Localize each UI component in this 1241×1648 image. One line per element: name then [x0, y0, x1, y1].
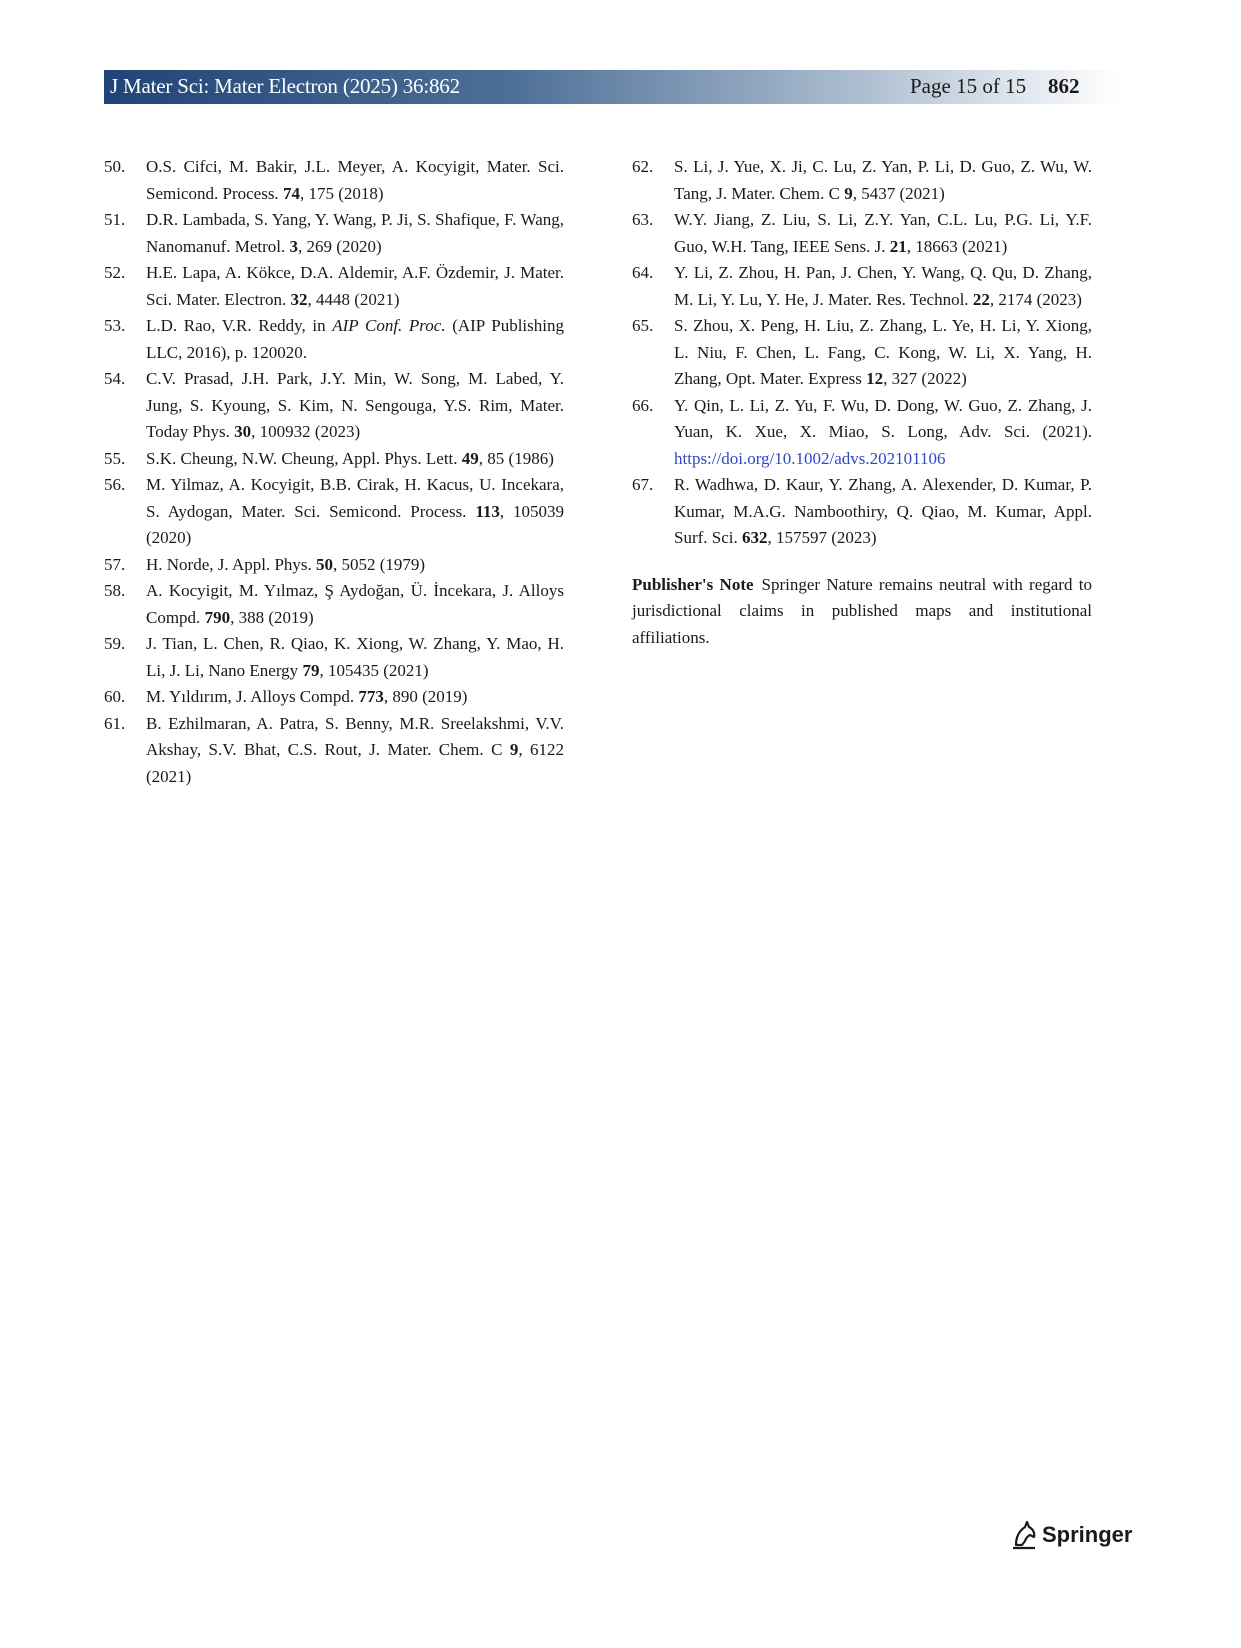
reference-volume: 74: [282, 183, 300, 203]
reference-number: 67.: [632, 475, 654, 494]
reference-segment: R. Wadhwa, D. Kaur, Y. Zhang, A. Alexender, D. Kumar, P. Kumar, M.A.G. Namboothiry, Q. Qiao, M. Kumar, Appl. Surf. Sci.: [674, 475, 1092, 547]
reference-item: [104, 472, 564, 552]
reference-segment: , 100932 (2023): [251, 422, 361, 441]
reference-text: [146, 687, 467, 706]
reference-item: [104, 154, 564, 207]
reference-segment: D.R. Lambada, S. Yang, Y. Wang, P. Ji, S. Shafique, F. Wang, Nanomanuf. Metrol.: [146, 210, 564, 256]
reference-text: [146, 263, 564, 309]
reference-segment: , 105435 (2021): [319, 660, 429, 680]
springer-horse-icon: [1010, 1519, 1038, 1551]
reference-segment: J. Tian, L. Chen, R. Qiao, K. Xiong, W. Zhang, Y. Mao, H. Li, J. Li, Nano Energy: [146, 634, 564, 680]
reference-number: 52.: [104, 263, 126, 282]
reference-text: [674, 157, 1092, 203]
reference-text: [146, 157, 564, 203]
reference-text: [146, 634, 564, 680]
springer-logo: [1010, 1518, 1132, 1552]
reference-segment: Y. Li, Z. Zhou, H. Pan, J. Chen, Y. Wang, Q. Qu, D. Zhang, M. Li, Y. Lu, Y. He, J. Mater. Res. Technol.: [674, 263, 1092, 309]
reference-volume: 3: [289, 236, 299, 256]
reference-segment: S. Li, J. Yue, X. Ji, C. Lu, Z. Yan, P. Li, D. Guo, Z. Wu, W. Tang, J. Mater. Chem. C: [674, 157, 1092, 203]
reference-segment: H. Norde, J. Appl. Phys.: [146, 554, 317, 574]
reference-number: 54.: [104, 369, 126, 388]
reference-item: [632, 260, 1092, 313]
reference-segment: Y. Qin, L. Li, Z. Yu, F. Wu, D. Dong, W. Guo, Z. Zhang, J. Yuan, K. Xue, X. Miao, S. Long, Adv. Sci. (2021).: [674, 395, 1092, 441]
reference-volume: 21: [889, 236, 907, 256]
reference-number: 57.: [104, 554, 126, 574]
reference-item: [104, 260, 564, 313]
reference-segment: , 4448 (2021): [307, 289, 400, 309]
reference-segment: M. Yilmaz, A. Kocyigit, B.B. Cirak, H. Kacus, U. Incekara, S. Aydogan, Mater. Sci. Semicond. Process.: [146, 475, 564, 521]
reference-text: [674, 210, 1092, 256]
reference-volume: 30: [234, 422, 252, 441]
reference-text: [146, 555, 425, 574]
reference-segment: S.K. Cheung, N.W. Cheung, Appl. Phys. Lett.: [146, 448, 462, 468]
reference-volume: 632: [742, 528, 768, 547]
reference-item: [104, 207, 564, 260]
reference-segment: , 2174 (2023): [989, 289, 1082, 309]
reference-number: 51.: [104, 210, 126, 229]
doi-link[interactable]: https://doi.org/10.1002/advs.202101106: [674, 448, 946, 468]
reference-text: [674, 475, 1092, 547]
reference-number: 50.: [104, 157, 126, 176]
reference-text: [146, 714, 564, 786]
reference-item: [104, 552, 564, 579]
reference-item: [632, 472, 1092, 552]
reference-segment: , 6122 (2021): [146, 740, 564, 786]
publishers-note-text: Springer Nature remains neutral with regard to jurisdictional claims in published maps and institutional affiliations.: [632, 574, 1092, 647]
reference-number: 61.: [104, 713, 126, 733]
reference-number: 60.: [104, 687, 126, 706]
reference-item: [632, 154, 1092, 207]
reference-segment: H.E. Lapa, A. Kökce, D.A. Aldemir, A.F. Özdemir, J. Mater. Sci. Mater. Electron.: [146, 263, 564, 309]
reference-item: [104, 366, 564, 446]
reference-item: [104, 313, 564, 366]
reference-segment: , 157597 (2023): [767, 528, 877, 547]
springer-wordmark: Springer: [1042, 1522, 1133, 1547]
reference-item: [632, 313, 1092, 393]
reference-volume: 49: [461, 448, 479, 468]
reference-number: 53.: [104, 316, 126, 335]
reference-volume: 32: [290, 289, 308, 309]
reference-volume: 79: [302, 660, 320, 680]
reference-text: [146, 316, 564, 362]
reference-text: [146, 449, 554, 468]
reference-number: 58.: [104, 581, 126, 600]
reference-item: [104, 711, 564, 791]
reference-segment: , 5052 (1979): [333, 554, 426, 574]
reference-segment: L.D. Rao, V.R. Reddy, in: [146, 316, 333, 335]
reference-item: [104, 684, 564, 711]
reference-volume: 9: [844, 183, 853, 203]
reference-volume: 113: [475, 501, 500, 521]
reference-segment: , 5437 (2021): [852, 183, 945, 203]
publishers-note: [632, 572, 1092, 652]
reference-item: [104, 446, 564, 473]
reference-number: 59.: [104, 634, 126, 653]
reference-segment: M. Yıldırım, J. Alloys Compd.: [146, 687, 359, 706]
article-number: 862: [1048, 74, 1080, 98]
publishers-note-label: Publisher's Note: [632, 574, 754, 594]
reference-text: [674, 263, 1092, 309]
reference-number: 56.: [104, 475, 126, 494]
reference-segment: B. Ezhilmaran, A. Patra, S. Benny, M.R. Sreelakshmi, V.V. Akshay, S.V. Bhat, C.S. Rout, J. Mater. Chem. C: [146, 713, 564, 759]
reference-segment: , 327 (2022): [883, 369, 967, 388]
reference-volume: 22: [972, 289, 990, 309]
reference-segment: , 105039 (2020): [146, 501, 564, 547]
reference-segment: (AIP Publishing LLC, 2016), p. 120020.: [146, 316, 564, 362]
reference-segment: S. Zhou, X. Peng, H. Liu, Z. Zhang, L. Ye, H. Li, Y. Xiong, L. Niu, F. Chen, L. Fang, C. Kong, W. Li, X. Yang, H. Zhang, Opt. Mater. Express: [674, 316, 1092, 388]
reference-number: 55.: [104, 448, 126, 468]
reference-volume: 12: [866, 369, 884, 388]
reference-item: [104, 578, 564, 631]
reference-number: 66.: [632, 395, 654, 415]
reference-text: [146, 369, 564, 441]
reference-segment: , 85 (1986): [478, 448, 554, 468]
reference-segment: , 18663 (2021): [906, 236, 1008, 256]
reference-segment: , 175 (2018): [299, 183, 384, 203]
journal-citation: J Mater Sci: Mater Electron (2025) 36:862: [110, 74, 460, 98]
reference-number: 64.: [632, 263, 654, 282]
reference-item: [632, 207, 1092, 260]
reference-number: 65.: [632, 316, 654, 335]
reference-volume: 790: [204, 607, 231, 627]
reference-segment: A. Kocyigit, M. Yılmaz, Ş Aydoğan, Ü. İncekara, J. Alloys Compd.: [146, 581, 564, 627]
page-indicator: Page 15 of 15: [910, 74, 1027, 98]
reference-segment: , 890 (2019): [383, 687, 468, 706]
reference-segment: O.S. Cifci, M. Bakir, J.L. Meyer, A. Kocyigit, Mater. Sci. Semicond. Process.: [146, 157, 564, 203]
reference-item: [104, 631, 564, 684]
reference-item: [632, 393, 1092, 473]
reference-text: [146, 581, 564, 627]
reference-segment: , 269 (2020): [298, 236, 382, 256]
reference-segment: C.V. Prasad, J.H. Park, J.Y. Min, W. Song, M. Labed, Y. Jung, S. Kyoung, S. Kim, N. Sengouga, Y.S. Rim, Mater. Today Phys.: [146, 369, 564, 441]
reference-segment: , 388 (2019): [230, 607, 314, 627]
references-left-column: [104, 154, 564, 790]
reference-text: [146, 475, 564, 547]
reference-volume: 50: [316, 554, 334, 574]
reference-volume: 9: [509, 740, 519, 759]
reference-text: [674, 316, 1092, 388]
reference-volume: 773: [358, 687, 384, 706]
references-right-column: [632, 154, 1092, 651]
reference-text: [674, 396, 1092, 468]
reference-number: 62.: [632, 157, 654, 176]
reference-title: AIP Conf. Proc.: [332, 316, 446, 335]
reference-segment: W.Y. Jiang, Z. Liu, S. Li, Z.Y. Yan, C.L. Lu, P.G. Li, Y.F. Guo, W.H. Tang, IEEE Sens. J.: [674, 210, 1092, 256]
reference-text: [146, 210, 564, 256]
reference-number: 63.: [632, 210, 654, 229]
